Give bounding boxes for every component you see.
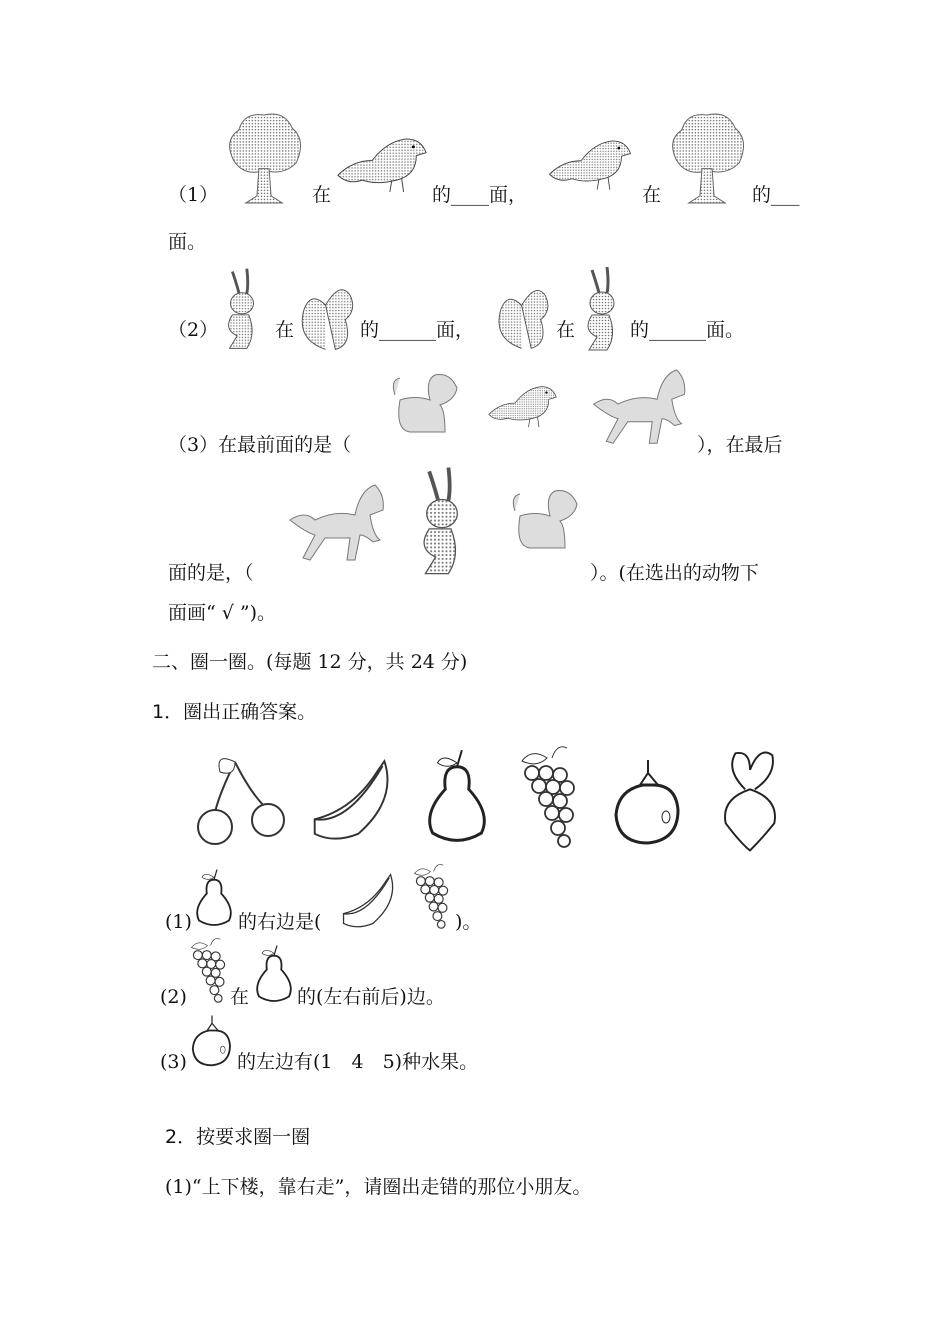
bird-image[interactable] [485,375,560,435]
banana-option[interactable] [335,868,401,930]
grapes-option[interactable] [408,862,456,932]
rabbit-image [577,265,627,355]
q1-text-zai-1: 在 [312,184,332,206]
a3-text[interactable]: 的左边有(1 4 5)种水果。 [237,1051,479,1073]
horse-image[interactable] [285,480,390,570]
banana-image [305,750,397,845]
q3-line2: 面的是，（ [168,562,254,584]
pear-image [250,942,298,1006]
rabbit-image[interactable] [400,465,484,580]
tree-image [222,110,306,206]
a2-number: (2) [160,986,187,1008]
pear-image [418,745,496,848]
a1-text: 的右边是( [238,911,322,933]
q1-text-zai-2: 在 [642,184,662,206]
bird-image [333,130,431,196]
q3-line3: 面画“ √ ”)。 [168,602,277,624]
dog-image[interactable] [505,485,585,557]
a1-number: (1) [165,911,192,933]
bird-image [545,130,635,196]
q1-blank-2: 的___ [752,184,800,206]
cherry-image [190,752,295,847]
eggplant-image [188,1012,236,1070]
a2-zai: 在 [230,986,250,1008]
subquestion-1-title: 1．圈出正确答案。 [152,701,317,723]
q3-line1-end: ），在最后 [697,434,783,456]
squirrel-image [296,270,360,355]
q1-blank-1: 的____面， [432,184,528,206]
horse-image[interactable] [588,365,692,453]
b1-text: (1)“上下楼，靠右走”，请圈出走错的那位小朋友。 [165,1176,592,1198]
dog-image[interactable] [385,370,465,440]
a3-number: (3) [160,1051,187,1073]
subquestion-2-title: 2．按要求圈一圈 [165,1126,311,1148]
q2-number: （2） [168,319,219,341]
a1-end: )。 [455,911,482,933]
q1-tail: 面。 [168,231,207,253]
q2-text-zai-2: 在 [556,319,576,341]
q3-line1: （3）在最前面的是（ [168,434,352,456]
grapes-image [512,743,587,853]
grapes-image [185,936,233,1006]
a2-text[interactable]: 的(左右前后)边。 [297,986,445,1008]
squirrel-image [493,270,555,355]
q1-number: （1） [168,184,219,206]
q2-blank-2: 的______面。 [630,319,745,341]
q2-blank-1: 的______面， [360,319,475,341]
q2-text-zai-1: 在 [275,319,295,341]
pear-image [190,866,238,930]
q3-line2-end: ）。(在选出的动物下 [590,562,759,584]
rabbit-image [218,265,266,355]
section-title: 二、圈一圈。(每题 12 分，共 24 分) [152,651,468,673]
eggplant-image [608,755,688,850]
radish-image [716,745,784,853]
tree-image [665,110,749,206]
